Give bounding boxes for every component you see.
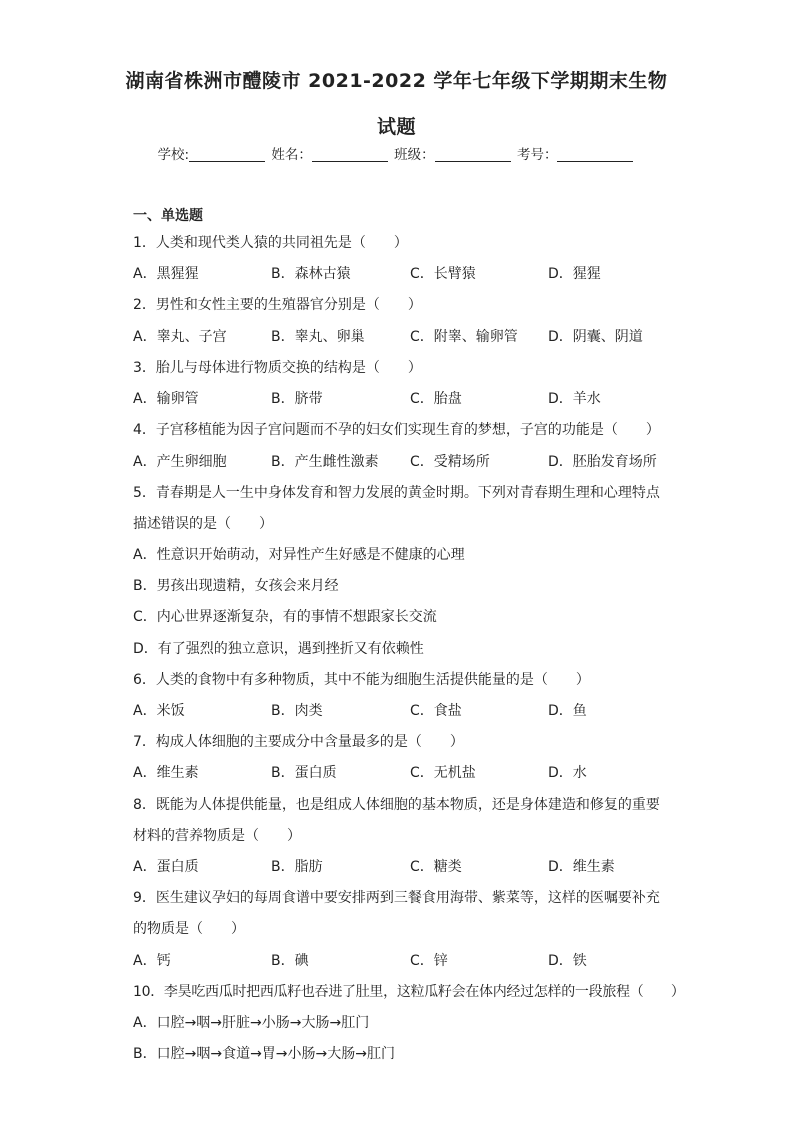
option-b: B．产生雌性激素 (271, 454, 379, 470)
option-a: A．口腔→咽→肝脏→小肠→大肠→肛门 (133, 1015, 370, 1031)
option-c: C．附睾、输卵管 (410, 329, 518, 345)
class-blank (435, 147, 511, 162)
question-stem: 1．人类和现代类人猿的共同祖先是（ ） (133, 235, 408, 251)
class-label: 班级： (394, 147, 435, 163)
option-d: D．猩猩 (548, 266, 601, 282)
option-c: C．糖类 (410, 859, 462, 875)
option-row (133, 700, 693, 720)
option-c: C．胎盘 (410, 391, 462, 407)
option-row (133, 326, 693, 346)
question-stem: 4．子宫移植能为因子宫问题而不孕的妇女们实现生育的梦想，子宫的功能是（ ） (133, 422, 660, 438)
option-d: D．鱼 (548, 703, 587, 719)
question-stem: 2．男性和女性主要的生殖器官分别是（ ） (133, 297, 422, 313)
option-row (133, 856, 693, 876)
option-d: D．有了强烈的独立意识，遇到挫折又有依赖性 (133, 641, 424, 657)
option-c: C．受精场所 (410, 454, 490, 470)
option-c: C．长臂猿 (410, 266, 476, 282)
option-row (133, 263, 693, 283)
question-stem: 7．构成人体细胞的主要成分中含量最多的是（ ） (133, 734, 464, 750)
option-a: A．性意识开始萌动，对异性产生好感是不健康的心理 (133, 547, 465, 563)
option-a: A．钙 (133, 953, 171, 969)
option-a: A．产生卵细胞 (133, 454, 227, 470)
option-d: D．铁 (548, 953, 587, 969)
option-d: D．羊水 (548, 391, 601, 407)
option-b: B．碘 (271, 953, 309, 969)
option-b: B．睾丸、卵巢 (271, 329, 365, 345)
question-stem: 5．青春期是人一生中身体发育和智力发展的黄金时期。下列对青春期生理和心理特点 (133, 485, 660, 501)
option-c: C．锌 (410, 953, 448, 969)
option-a: A．睾丸、子宫 (133, 329, 227, 345)
student-info-line (0, 143, 793, 163)
exam-title-line1: 湖南省株洲市醴陵市 2021-2022 学年七年级下学期期末生物 (125, 70, 668, 92)
option-row (133, 388, 693, 408)
option-c: C．食盐 (410, 703, 462, 719)
exam-title-line2: 试题 (376, 116, 416, 138)
question-stem: 8．既能为人体提供能量，也是组成人体细胞的基本物质，还是身体建造和修复的重要 (133, 797, 660, 813)
option-b: B．口腔→咽→食道→胃→小肠→大肠→肛门 (133, 1046, 395, 1062)
option-b: B．脂肪 (271, 859, 323, 875)
option-row (133, 762, 693, 782)
question-stem-continued: 描述错误的是（ ） (133, 516, 273, 532)
question-stem: 6．人类的食物中有多种物质，其中不能为细胞生活提供能量的是（ ） (133, 672, 590, 688)
option-b: B．蛋白质 (271, 765, 337, 781)
school-blank (189, 147, 265, 162)
option-b: B．男孩出现遗精，女孩会来月经 (133, 578, 339, 594)
question-stem-continued: 的物质是（ ） (133, 921, 245, 937)
option-d: D．水 (548, 765, 587, 781)
question-stem: 9．医生建议孕妇的每周食谱中要安排两到三餐食用海带、紫菜等，这样的医嘱要补充 (133, 890, 660, 906)
name-label: 姓名： (271, 147, 312, 163)
option-b: B．森林古猿 (271, 266, 351, 282)
name-blank (312, 147, 388, 162)
number-label: 考号： (516, 147, 558, 163)
question-stem-continued: 材料的营养物质是（ ） (133, 828, 301, 844)
option-b: B．脐带 (271, 391, 323, 407)
option-row (133, 950, 693, 970)
school-label: 学校: (157, 147, 190, 163)
option-a: A．米饭 (133, 703, 185, 719)
option-d: D．胚胎发育场所 (548, 454, 657, 470)
option-b: B．肉类 (271, 703, 323, 719)
number-blank (557, 147, 633, 162)
option-row (133, 451, 693, 471)
option-a: A．维生素 (133, 765, 199, 781)
option-d: D．维生素 (548, 859, 615, 875)
section-title: 一、单选题 (133, 208, 203, 224)
option-c: C．无机盐 (410, 765, 476, 781)
option-c: C．内心世界逐渐复杂，有的事情不想跟家长交流 (133, 609, 437, 625)
option-a: A．黑猩猩 (133, 266, 199, 282)
option-a: A．输卵管 (133, 391, 199, 407)
option-d: D．阴囊、阴道 (548, 329, 643, 345)
question-stem: 3．胎儿与母体进行物质交换的结构是（ ） (133, 360, 422, 376)
option-a: A．蛋白质 (133, 859, 199, 875)
question-stem: 10．李昊吃西瓜时把西瓜籽也吞进了肚里，这粒瓜籽会在体内经过怎样的一段旅程（ ） (133, 984, 685, 1000)
